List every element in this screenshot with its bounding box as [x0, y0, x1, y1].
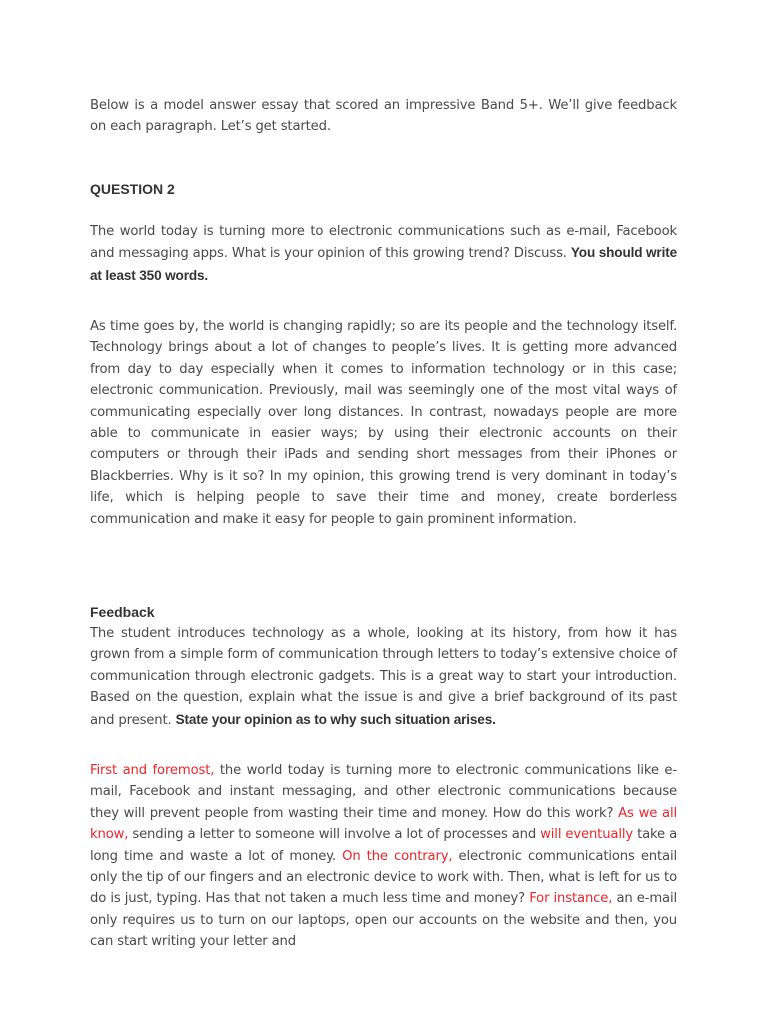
question-word-requirement: You should write at least 350 words.	[90, 245, 677, 283]
essay-text-segment: electronic communications entail only the tip of our fingers and an electronic device to work with. Then, what is left for us to do is just, typing. Has that not taken a much less time and money?	[90, 848, 677, 907]
transition-marker: will eventually	[540, 827, 634, 843]
transition-marker: On the contrary,	[342, 848, 453, 864]
essay-text-segment: sending a letter to someone will involve a lot of processes and	[128, 827, 541, 843]
question-prompt	[90, 221, 677, 287]
essay-paragraph-1	[90, 316, 677, 530]
feedback-text: The student introduces technology as a whole, looking at its history, from how it has grown from a simple form of communication through letters to today’s extensive choice of communication through electronic gadgets. This is a great way to start your introduction. Based on the question, explain what the issue is and give a brief background of its past and present.	[90, 626, 677, 728]
question-prompt-text: The world today is turning more to electronic communications such as e-mail, Facebook and messaging apps. What is your opinion of this growing trend? Discuss.	[90, 224, 677, 262]
intro-paragraph	[90, 95, 677, 138]
transition-marker: First and foremost,	[90, 763, 215, 778]
essay-text-segment: an e-mail only requires us to turn on our laptops, open our accounts on the website and then, you can start writing your letter and	[90, 891, 678, 950]
essay-paragraph-1-text: As time goes by, the world is changing rapidly; so are its people and the technology itself. Technology brings about a lot of changes to people’s lives. It is getting more advanced from day to day especially when it comes to information technology or in this case; electronic communication. Previously, mail was seemingly one of the most vital ways of communicating especially over long distances. In contrast, nowadays people are more able to communicate in easier ways; by using their electronic accounts on their computers or through their iPads and sending short messages from their iPhones or Blackberries. Why is it so? In my opinion, this growing trend is very dominant in today’s life, which is helping people to save their time and money, create borderless communication and make it easy for people to gain prominent information.	[90, 319, 677, 527]
question-heading: QUESTION 2	[90, 181, 175, 197]
essay-paragraph-2	[90, 760, 677, 953]
feedback-heading: Feedback	[90, 604, 155, 620]
transition-marker: For instance,	[529, 891, 613, 907]
feedback-paragraph	[90, 623, 677, 731]
essay-text-segment: the world today is turning more to electronic communications like e-mail, Facebook and instant messaging, and other electronic communications because they will prevent people from wasting their time and money. How do this work?	[90, 763, 678, 821]
transition-marker: As we all know,	[90, 805, 678, 843]
essay-text-segment: take a long time and waste a lot of money.	[90, 827, 678, 864]
feedback-emphasis: State your opinion as to why such situation arises.	[175, 711, 496, 727]
intro-text: Below is a model answer essay that scored an impressive Band 5+. We’ll give feedback on each paragraph. Let’s get started.	[90, 98, 677, 135]
